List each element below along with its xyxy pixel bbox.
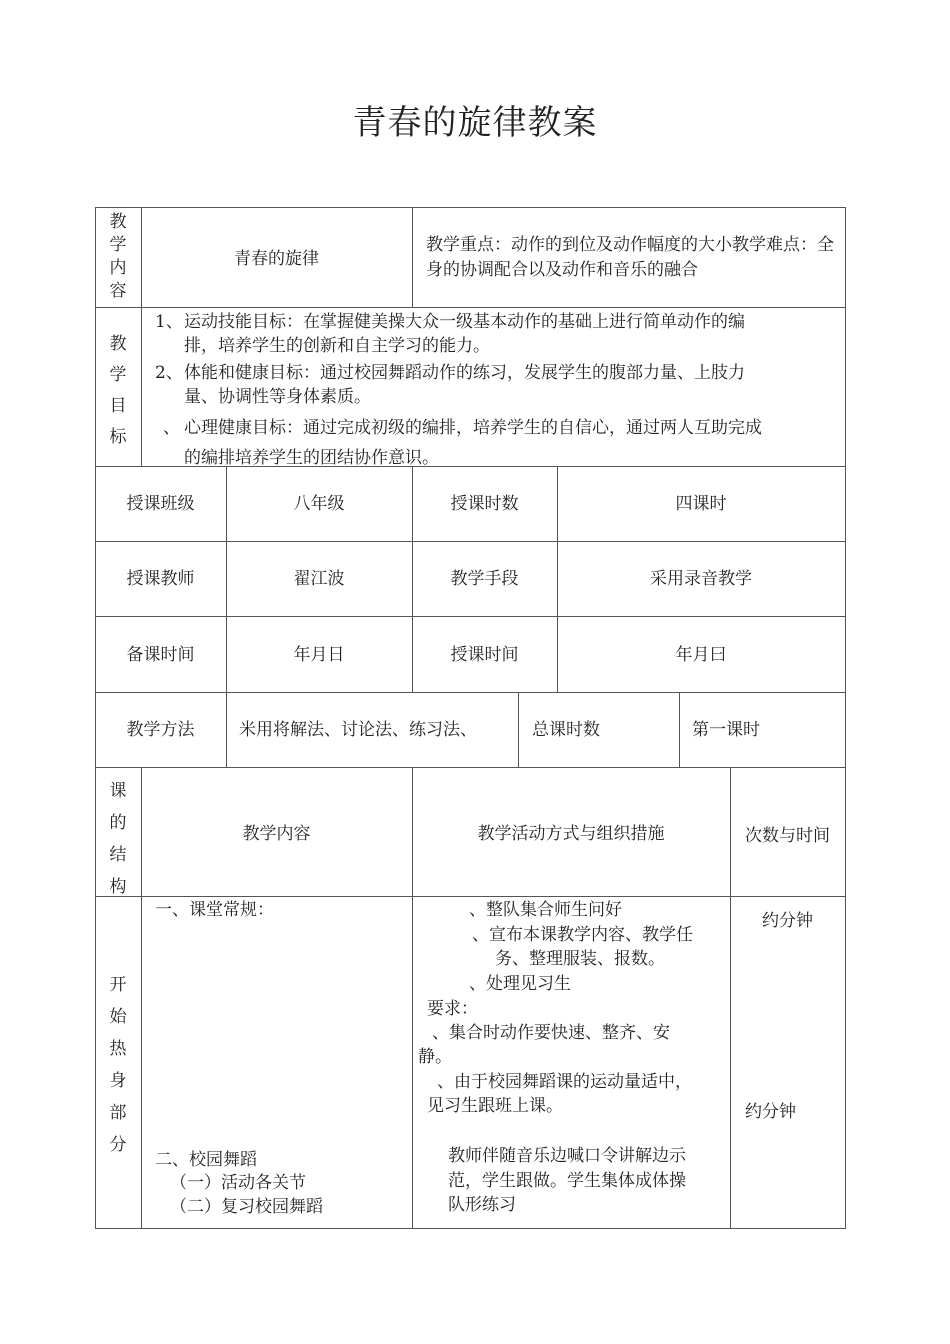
method-value: 米用将解法、讨论法、练习法、 — [239, 720, 477, 740]
activity-line: 、整队集合师生问好 — [469, 900, 622, 920]
activity-line: 、由于校园舞蹈课的运动量适中， — [437, 1072, 692, 1092]
activity-line: 务、整理服装、报数。 — [495, 949, 665, 969]
activity-line: 见习生跟班上课。 — [427, 1096, 563, 1116]
teacher-label: 授课教师 — [126, 569, 195, 589]
hours-value: 四课时 — [675, 494, 727, 514]
activity-line: 要求： — [427, 999, 478, 1019]
routine-heading: 一、课堂常规： — [155, 900, 274, 920]
content-row-label: 教 学 内 容 — [109, 212, 127, 301]
page-title: 青春的旋律教案 — [352, 103, 598, 143]
time-value: 约分钟 — [745, 1102, 796, 1122]
means-value: 采用录音教学 — [650, 569, 752, 589]
total-hours-value: 第一课时 — [692, 720, 760, 740]
lesson-time-value: 年月曰 — [675, 645, 727, 665]
time-header: 次数与时间 — [745, 826, 830, 846]
dance-heading: 二、校园舞蹈 — [155, 1150, 257, 1170]
prep-time-value: 年月日 — [293, 645, 345, 665]
prep-time-label: 备课时间 — [126, 645, 195, 665]
teacher-value: 翟江波 — [293, 569, 345, 589]
teaching-focus: 教学重点：动作的到位及动作幅度的大小教学难点：全身的协调配合以及动作和音乐的融合 — [426, 235, 834, 280]
activity-line: 范，学生跟做。学生集体成体操 — [448, 1171, 686, 1191]
method-label: 教学方法 — [126, 720, 195, 740]
dance-sub-2: （二）复习校园舞蹈 — [170, 1197, 323, 1217]
activity-line: 、处理见习生 — [469, 974, 571, 994]
class-value: 八年级 — [293, 494, 345, 514]
structure-label: 课 的 结 构 — [109, 781, 127, 897]
dance-sub-1: （一）活动各关节 — [170, 1173, 306, 1193]
lesson-name: 青春的旋律 — [234, 249, 319, 269]
activity-line: 队形练习 — [448, 1195, 516, 1215]
class-label: 授课班级 — [126, 494, 195, 514]
activity-line: 教师伴随音乐边喊口令讲解边示 — [448, 1146, 686, 1166]
total-hours-label: 总课时数 — [532, 720, 600, 740]
time-value: 约分钟 — [762, 911, 813, 931]
goals-row-label: 教 学 目 标 — [109, 334, 127, 447]
lesson-plan-table: 教 学 内 容 青春的旋律 教学重点：动作的到位及动作幅度的大小教学难点：全身的协调配合以及动作和音乐的融合 教 学 目 标 1、 运动技能目标：在掌握健美操大众一级基本动作的基础上进行简单动作的编 排，培养学生的创新和自主学习的能力。 2、 体能和健康目标：通过校园舞蹈动作的练习，发展学生的腹部力量、上肢力 量、协调性等身体素质。 、 心理健康目标：通过完成初级的编排，培养学生的自信心，通过两人互助完成 的编排培养学生的团结协作意识。 授课班级 八年级 授课时数 四课时 授课教师 翟江波 教学手段 采用录音教学 备课时间 年月日 授课时间 年月曰 教学方法 米用将解法、讨论法、练习法、 总课时数 第一课时 课 的 结 构 教学内容 教学活动方式与组织措施 次数与时间 开 始 热 身 部 分 一、课堂常规： 二、校园舞蹈 （一）活动各关节 （二）复习校园舞蹈 、整队集合师生问好 、宣布本课教学内容、教学任 务、整理服装、报数。 、处理见习生 要求： 、集合时动作要快速、整齐、安 静。 、由于校园舞蹈课的运动量适中， 见习生跟班上课。 教师伴随音乐边喊口令讲解边示 范，学生跟做。学生集体成体操 队形练习 约分钟 约分钟 — [95, 207, 846, 1229]
content-header: 教学内容 — [242, 824, 311, 844]
activity-header: 教学活动方式与组织措施 — [477, 824, 665, 844]
lesson-time-label: 授课时间 — [450, 645, 519, 665]
warmup-label: 开 始 热 身 部 分 — [109, 975, 127, 1155]
means-label: 教学手段 — [450, 569, 519, 589]
activity-line: 、宣布本课教学内容、教学任 — [472, 925, 693, 945]
hours-label: 授课时数 — [450, 494, 519, 514]
activity-line: 、集合时动作要快速、整齐、安 — [432, 1023, 670, 1043]
activity-line: 静。 — [418, 1047, 452, 1067]
